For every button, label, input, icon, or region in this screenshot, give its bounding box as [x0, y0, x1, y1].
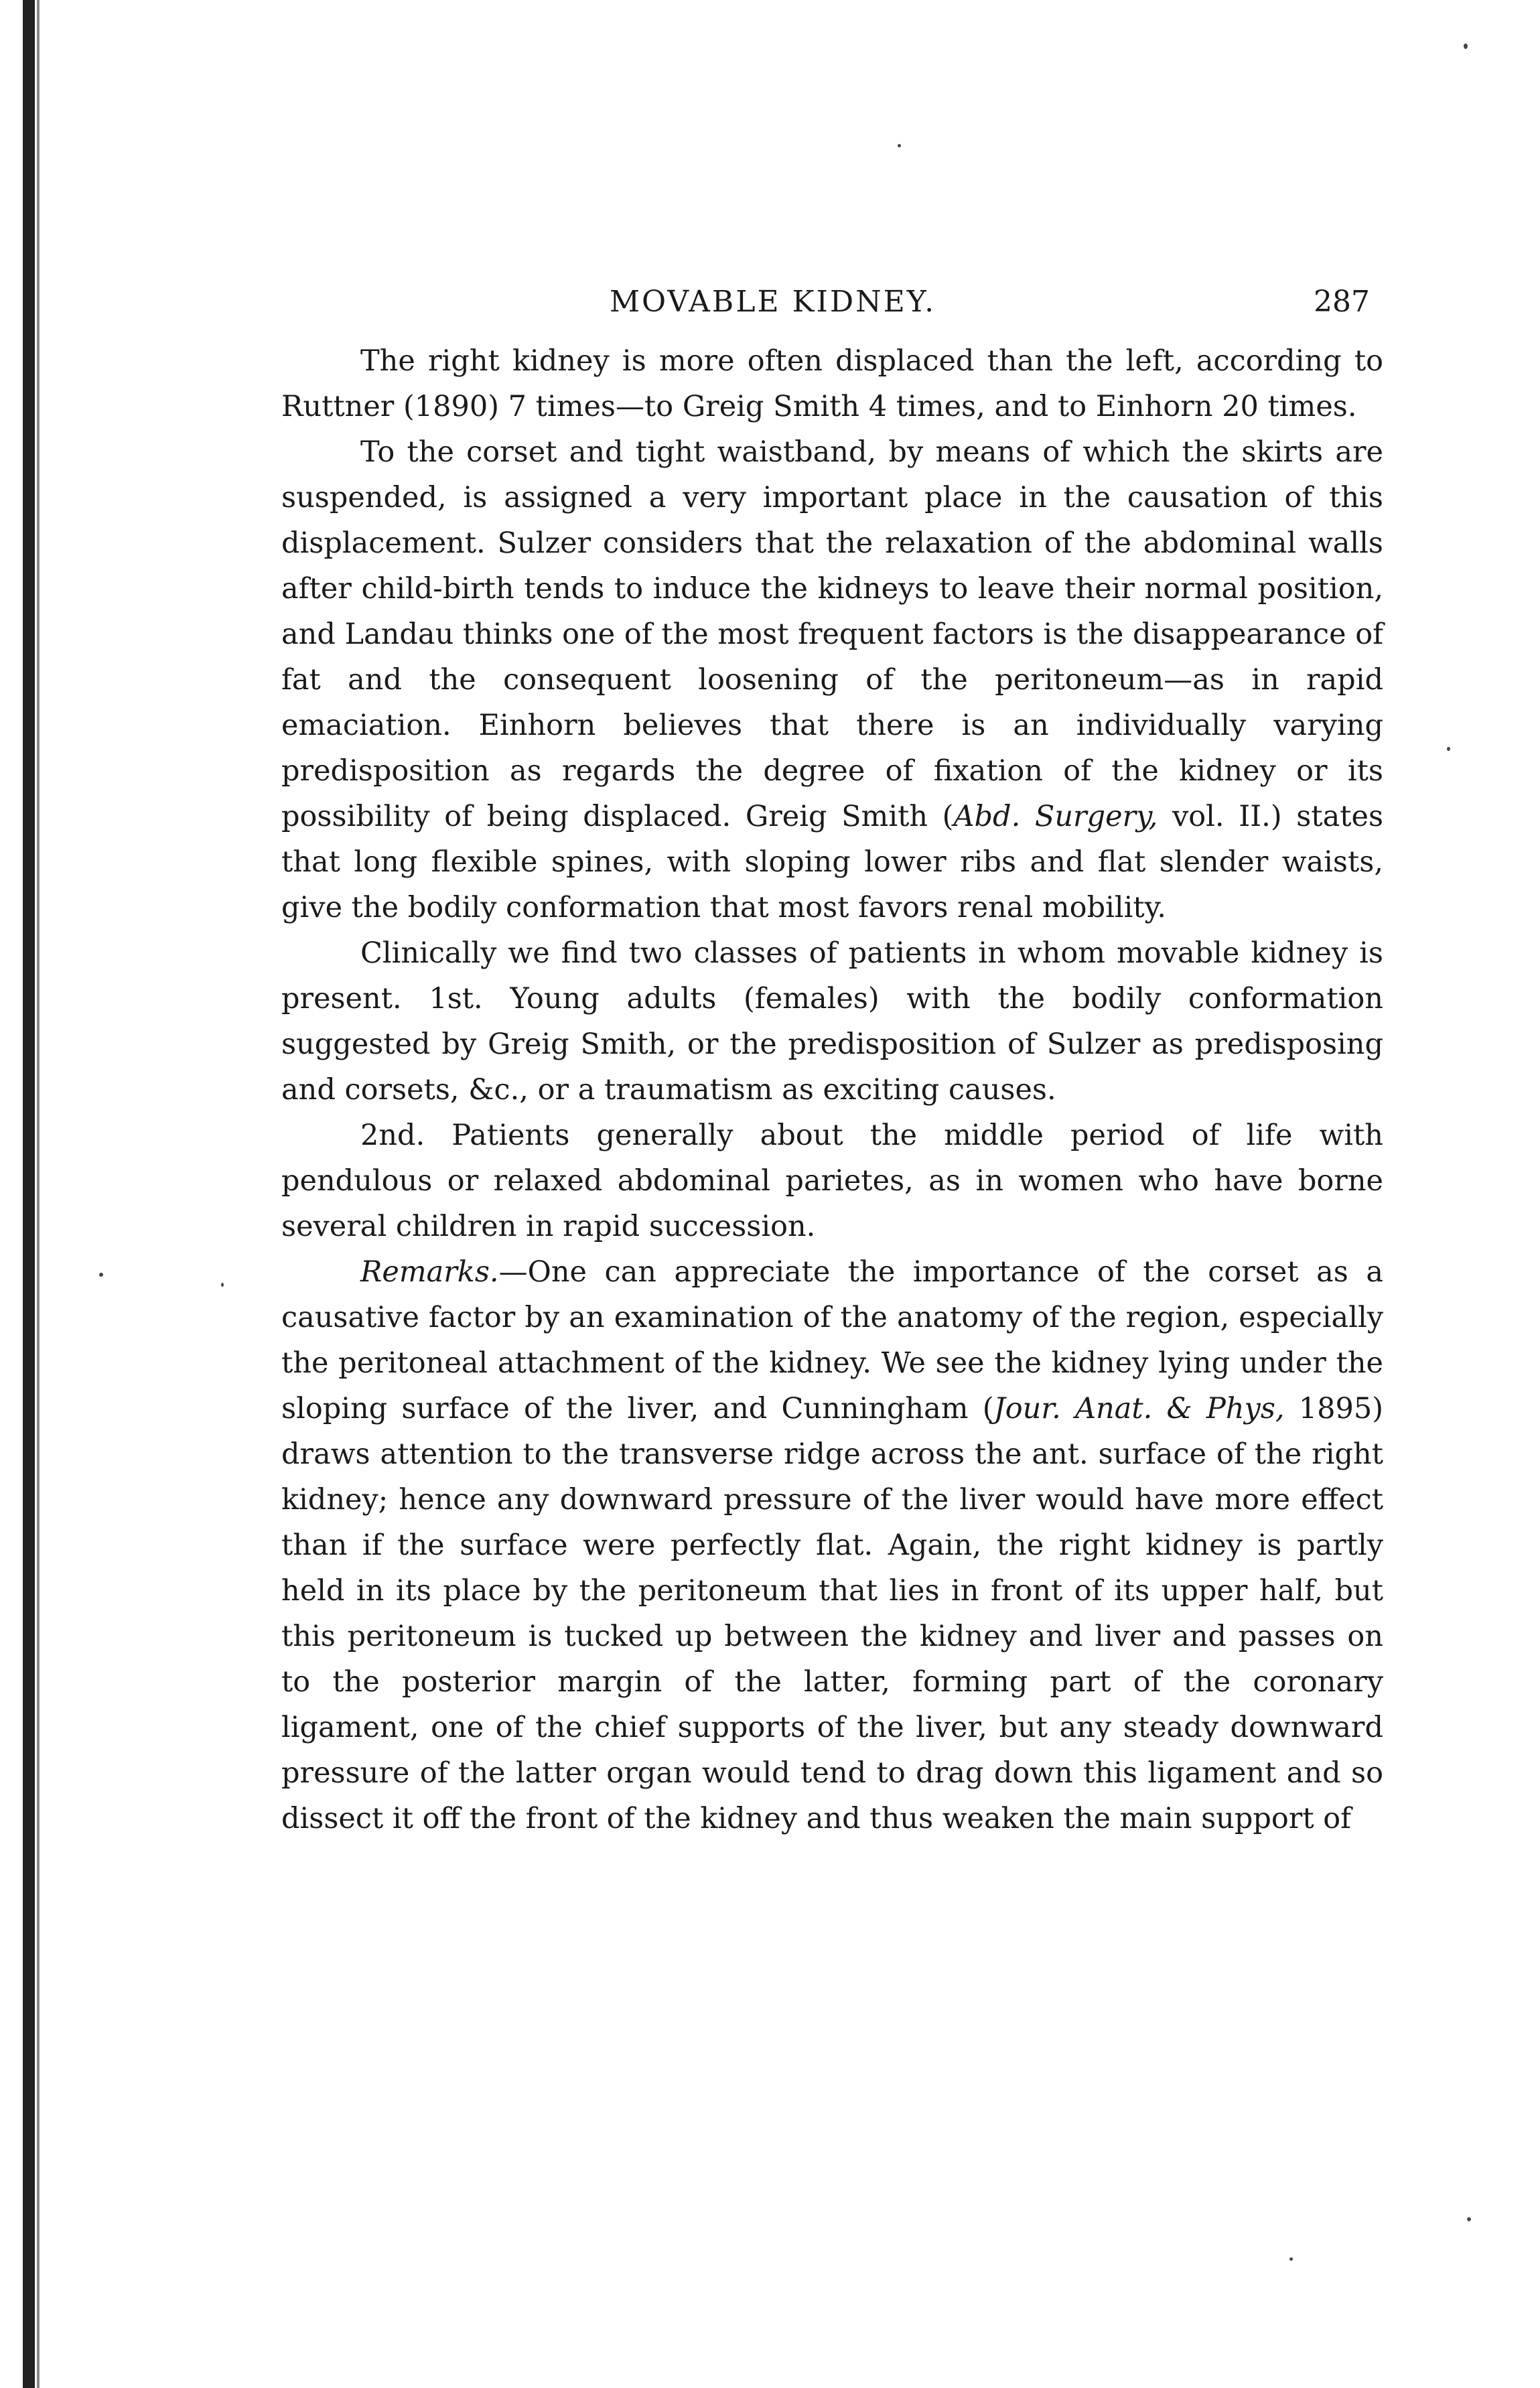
citation-italic: Abd. Surgery,: [953, 800, 1158, 833]
text-run: To the corset and tight waistband, by means of which the skirts are suspended, is assigned a very important place in the causation of this displacement. Sulzer considers that the relaxation of the abdominal walls after child-birth tends to induce the kidneys to leave their normal position, and Landau thinks one of the most frequent factors is the disappearance of fat and the consequent loosening of the peritoneum—as in rapid emaciation. Einhorn believes that there is an individually varying predisposition as regards the degree of fixation of the kidney or its possibility of being displaced. Greig Smith (: [281, 435, 1383, 833]
text-run: vol. II.) states that long flexible spines, with sloping lower ribs and flat slender waists, give the bodily conformation that most favors renal mobility.: [281, 800, 1384, 924]
print-speck: [1467, 2217, 1471, 2221]
print-speck: [898, 144, 901, 147]
paragraph: [281, 338, 1383, 429]
book-page: [281, 265, 1383, 1841]
remarks-heading: Remarks.: [360, 1255, 499, 1289]
text-run: 2nd. Patients generally about the middle period of life with pendulous or relaxed abdominal parietes, as in women who have borne several children in rapid succession.: [281, 1119, 1383, 1243]
text-run: The right kidney is more often displaced than the left, according to Ruttner (1890) 7 times—to Greig Smith 4 times, and to Einhorn 20 times.: [281, 344, 1383, 423]
running-title: MOVABLE KIDNEY.: [610, 285, 936, 319]
print-speck: [1464, 44, 1468, 49]
body-text: [281, 338, 1383, 1841]
binding-edge-highlight: [37, 0, 40, 2388]
paragraph: [281, 1113, 1383, 1249]
print-speck: [1447, 747, 1450, 751]
text-run: —One can appreciate the importance of the corset as a causative factor by an examination of the anatomy of the region, especially the peritoneal attachment of the kidney. We see the kidney lying under the sloping surface of the liver, and Cunningham (: [281, 1255, 1383, 1425]
print-speck: [1289, 2257, 1293, 2261]
text-run: Clinically we find two classes of patients in whom movable kidney is present. 1st. Young adults (females) with the bodily conformation suggested by Greig Smith, or the predisposition of Sulzer as predisposing and corsets, &c., or a traumatism as exciting causes.: [281, 936, 1383, 1107]
paragraph: [281, 1249, 1383, 1841]
text-run: 1895) draws attention to the transverse ridge across the ant. surface of the right kidney; hence any downward pressure of the liver would have more effect than if the surface were perfectly flat. Again, the right kidney is partly held in its place by the peritoneum that lies in front of its upper half, but this peritoneum is tucked up between the kidney and liver and passes on to the posterior margin of the latter, forming part of the coronary ligament, one of the chief supports of the liver, but any steady downward pressure of the latter organ would tend to drag down this ligament and so dissect it off the front of the kidney and thus weaken the main support of: [281, 1392, 1383, 1835]
paragraph: [281, 930, 1383, 1113]
page-number: 287: [1314, 285, 1370, 319]
print-speck: [221, 1283, 224, 1287]
paragraph: [281, 429, 1383, 930]
binding-edge-shadow: [23, 0, 35, 2388]
page-header: [281, 265, 1383, 338]
citation-italic: Jour. Anat. & Phys,: [993, 1392, 1285, 1425]
print-speck: [99, 1273, 103, 1277]
